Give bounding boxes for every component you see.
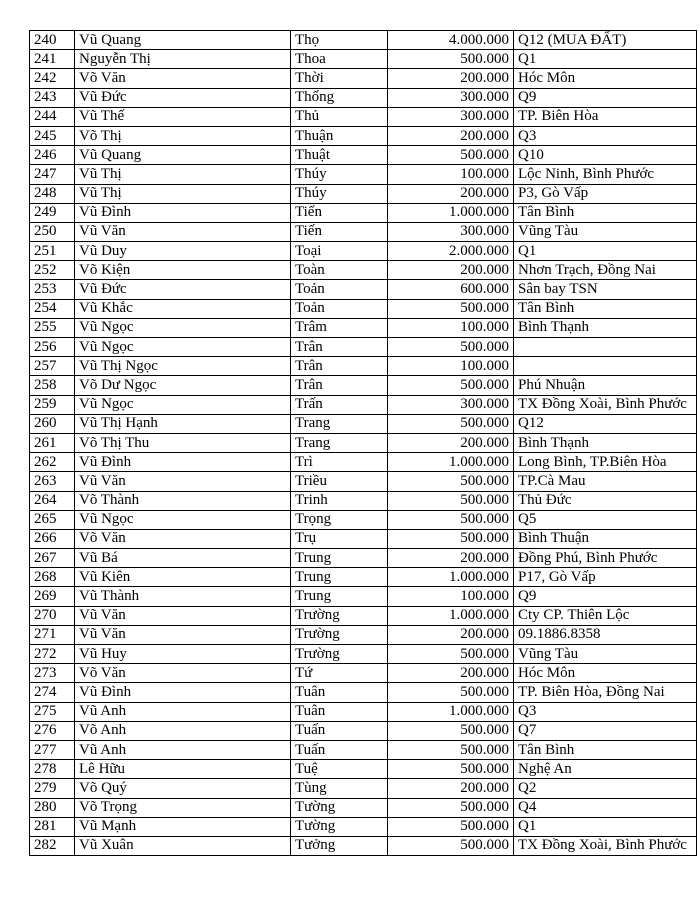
row-number-cell: 259 bbox=[30, 395, 75, 414]
row-number-cell: 252 bbox=[30, 261, 75, 280]
surname-cell: Vũ Thị bbox=[75, 184, 291, 203]
table-row bbox=[30, 184, 697, 203]
row-number-cell: 246 bbox=[30, 146, 75, 165]
amount-cell: 1.000.000 bbox=[388, 606, 514, 625]
amount-cell: 500.000 bbox=[388, 376, 514, 395]
row-number-cell: 270 bbox=[30, 606, 75, 625]
row-number-cell: 257 bbox=[30, 357, 75, 376]
amount-cell: 200.000 bbox=[388, 664, 514, 683]
address-cell: Đồng Phú, Bình Phước bbox=[514, 549, 697, 568]
amount-cell: 200.000 bbox=[388, 549, 514, 568]
row-number-cell: 260 bbox=[30, 414, 75, 433]
given-name-cell: Thuật bbox=[291, 146, 388, 165]
amount-cell: 2.000.000 bbox=[388, 242, 514, 261]
row-number-cell: 247 bbox=[30, 165, 75, 184]
address-cell: Q7 bbox=[514, 721, 697, 740]
row-number-cell: 261 bbox=[30, 433, 75, 452]
row-number-cell: 251 bbox=[30, 242, 75, 261]
table-row bbox=[30, 587, 697, 606]
address-cell: Phú Nhuận bbox=[514, 376, 697, 395]
amount-cell: 200.000 bbox=[388, 126, 514, 145]
given-name-cell: Thời bbox=[291, 69, 388, 88]
amount-cell: 4.000.000 bbox=[388, 31, 514, 50]
amount-cell: 500.000 bbox=[388, 299, 514, 318]
amount-cell: 200.000 bbox=[388, 184, 514, 203]
address-cell: Q1 bbox=[514, 817, 697, 836]
row-number-cell: 279 bbox=[30, 779, 75, 798]
given-name-cell: Toàn bbox=[291, 261, 388, 280]
amount-cell: 500.000 bbox=[388, 683, 514, 702]
surname-cell: Vũ Đình bbox=[75, 453, 291, 472]
given-name-cell: Tường bbox=[291, 817, 388, 836]
row-number-cell: 267 bbox=[30, 549, 75, 568]
amount-cell: 300.000 bbox=[388, 107, 514, 126]
surname-cell: Vũ Thị Hạnh bbox=[75, 414, 291, 433]
surname-cell: Võ Thị bbox=[75, 126, 291, 145]
table-row bbox=[30, 798, 697, 817]
given-name-cell: Thúy bbox=[291, 184, 388, 203]
surname-cell: Vũ Đức bbox=[75, 88, 291, 107]
address-cell: Nghệ An bbox=[514, 760, 697, 779]
row-number-cell: 253 bbox=[30, 280, 75, 299]
surname-cell: Vũ Kiên bbox=[75, 568, 291, 587]
given-name-cell: Thoa bbox=[291, 50, 388, 69]
given-name-cell: Trụ bbox=[291, 529, 388, 548]
surname-cell: Vũ Xuân bbox=[75, 836, 291, 855]
table-row bbox=[30, 69, 697, 88]
given-name-cell: Trân bbox=[291, 357, 388, 376]
row-number-cell: 277 bbox=[30, 740, 75, 759]
row-number-cell: 262 bbox=[30, 453, 75, 472]
address-cell: Bình Thạnh bbox=[514, 433, 697, 452]
given-name-cell: Trung bbox=[291, 549, 388, 568]
address-cell: Long Bình, TP.Biên Hòa bbox=[514, 453, 697, 472]
surname-cell: Vũ Thế bbox=[75, 107, 291, 126]
surname-cell: Võ Anh bbox=[75, 721, 291, 740]
given-name-cell: Trâm bbox=[291, 318, 388, 337]
amount-cell: 200.000 bbox=[388, 433, 514, 452]
table-row bbox=[30, 126, 697, 145]
surname-cell: Vũ Đức bbox=[75, 280, 291, 299]
given-name-cell: Trường bbox=[291, 625, 388, 644]
given-name-cell: Tường bbox=[291, 798, 388, 817]
given-name-cell: Tiến bbox=[291, 222, 388, 241]
row-number-cell: 263 bbox=[30, 472, 75, 491]
surname-cell: Võ Quý bbox=[75, 779, 291, 798]
table-row bbox=[30, 146, 697, 165]
given-name-cell: Thủ bbox=[291, 107, 388, 126]
row-number-cell: 271 bbox=[30, 625, 75, 644]
address-cell: Vũng Tàu bbox=[514, 645, 697, 664]
given-name-cell: Tuấn bbox=[291, 721, 388, 740]
table-row bbox=[30, 261, 697, 280]
amount-cell: 500.000 bbox=[388, 645, 514, 664]
table-row bbox=[30, 203, 697, 222]
amount-cell: 300.000 bbox=[388, 222, 514, 241]
table-row bbox=[30, 702, 697, 721]
address-cell: Nhơn Trạch, Đồng Nai bbox=[514, 261, 697, 280]
surname-cell: Vũ Bá bbox=[75, 549, 291, 568]
amount-cell: 1.000.000 bbox=[388, 702, 514, 721]
address-cell: Vũng Tàu bbox=[514, 222, 697, 241]
given-name-cell: Toản bbox=[291, 280, 388, 299]
table-row bbox=[30, 357, 697, 376]
given-name-cell: Thuận bbox=[291, 126, 388, 145]
given-name-cell: Tùng bbox=[291, 779, 388, 798]
table-row bbox=[30, 318, 697, 337]
row-number-cell: 273 bbox=[30, 664, 75, 683]
surname-cell: Vũ Ngọc bbox=[75, 338, 291, 357]
address-cell: Q1 bbox=[514, 242, 697, 261]
table-row bbox=[30, 242, 697, 261]
table-row bbox=[30, 31, 697, 50]
given-name-cell: Thống bbox=[291, 88, 388, 107]
surname-cell: Vũ Văn bbox=[75, 625, 291, 644]
row-number-cell: 254 bbox=[30, 299, 75, 318]
amount-cell: 1.000.000 bbox=[388, 568, 514, 587]
table-row bbox=[30, 568, 697, 587]
surname-cell: Võ Văn bbox=[75, 69, 291, 88]
given-name-cell: Tuân bbox=[291, 702, 388, 721]
amount-cell: 500.000 bbox=[388, 414, 514, 433]
address-cell: Q3 bbox=[514, 702, 697, 721]
amount-cell: 500.000 bbox=[388, 740, 514, 759]
table-row bbox=[30, 280, 697, 299]
surname-cell: Vũ Anh bbox=[75, 740, 291, 759]
given-name-cell: Trinh bbox=[291, 491, 388, 510]
row-number-cell: 248 bbox=[30, 184, 75, 203]
row-number-cell: 240 bbox=[30, 31, 75, 50]
row-number-cell: 272 bbox=[30, 645, 75, 664]
surname-cell: Vũ Duy bbox=[75, 242, 291, 261]
table-row bbox=[30, 107, 697, 126]
surname-cell: Võ Kiện bbox=[75, 261, 291, 280]
address-cell bbox=[514, 338, 697, 357]
amount-cell: 300.000 bbox=[388, 395, 514, 414]
row-number-cell: 250 bbox=[30, 222, 75, 241]
amount-cell: 300.000 bbox=[388, 88, 514, 107]
amount-cell: 500.000 bbox=[388, 338, 514, 357]
address-cell: Thủ Đức bbox=[514, 491, 697, 510]
surname-cell: Võ Văn bbox=[75, 664, 291, 683]
surname-cell: Vũ Đình bbox=[75, 683, 291, 702]
amount-cell: 100.000 bbox=[388, 165, 514, 184]
amount-cell: 500.000 bbox=[388, 721, 514, 740]
address-cell: Tân Bình bbox=[514, 203, 697, 222]
given-name-cell: Trấn bbox=[291, 395, 388, 414]
row-number-cell: 245 bbox=[30, 126, 75, 145]
given-name-cell: Trân bbox=[291, 338, 388, 357]
address-cell: Lộc Ninh, Bình Phước bbox=[514, 165, 697, 184]
address-cell: Hóc Môn bbox=[514, 69, 697, 88]
row-number-cell: 264 bbox=[30, 491, 75, 510]
surname-cell: Vũ Quang bbox=[75, 146, 291, 165]
given-name-cell: Thúy bbox=[291, 165, 388, 184]
address-cell: P17, Gò Vấp bbox=[514, 568, 697, 587]
row-number-cell: 241 bbox=[30, 50, 75, 69]
given-name-cell: Thọ bbox=[291, 31, 388, 50]
surname-cell: Lê Hữu bbox=[75, 760, 291, 779]
donor-table-body bbox=[30, 31, 697, 856]
amount-cell: 200.000 bbox=[388, 625, 514, 644]
given-name-cell: Tứ bbox=[291, 664, 388, 683]
table-row bbox=[30, 549, 697, 568]
address-cell: Q12 bbox=[514, 414, 697, 433]
address-cell: 09.1886.8358 bbox=[514, 625, 697, 644]
surname-cell: Võ Thành bbox=[75, 491, 291, 510]
surname-cell: Vũ Thành bbox=[75, 587, 291, 606]
table-row bbox=[30, 395, 697, 414]
address-cell: Q1 bbox=[514, 50, 697, 69]
surname-cell: Vũ Văn bbox=[75, 472, 291, 491]
amount-cell: 100.000 bbox=[388, 318, 514, 337]
row-number-cell: 265 bbox=[30, 510, 75, 529]
surname-cell: Vũ Đình bbox=[75, 203, 291, 222]
given-name-cell: Trì bbox=[291, 453, 388, 472]
given-name-cell: Trân bbox=[291, 376, 388, 395]
amount-cell: 500.000 bbox=[388, 510, 514, 529]
address-cell: TX Đồng Xoài, Bình Phước bbox=[514, 836, 697, 855]
row-number-cell: 275 bbox=[30, 702, 75, 721]
table-row bbox=[30, 645, 697, 664]
address-cell: Sân bay TSN bbox=[514, 280, 697, 299]
amount-cell: 500.000 bbox=[388, 760, 514, 779]
row-number-cell: 269 bbox=[30, 587, 75, 606]
table-row bbox=[30, 740, 697, 759]
surname-cell: Vũ Thị Ngọc bbox=[75, 357, 291, 376]
surname-cell: Vũ Ngọc bbox=[75, 318, 291, 337]
given-name-cell: Triều bbox=[291, 472, 388, 491]
row-number-cell: 268 bbox=[30, 568, 75, 587]
surname-cell: Vũ Huy bbox=[75, 645, 291, 664]
amount-cell: 500.000 bbox=[388, 529, 514, 548]
table-row bbox=[30, 683, 697, 702]
row-number-cell: 255 bbox=[30, 318, 75, 337]
surname-cell: Vũ Thị bbox=[75, 165, 291, 184]
address-cell bbox=[514, 357, 697, 376]
amount-cell: 600.000 bbox=[388, 280, 514, 299]
surname-cell: Vũ Anh bbox=[75, 702, 291, 721]
address-cell: Cty CP. Thiên Lộc bbox=[514, 606, 697, 625]
row-number-cell: 256 bbox=[30, 338, 75, 357]
address-cell: Q12 (MUA ĐẤT) bbox=[514, 31, 697, 50]
amount-cell: 500.000 bbox=[388, 146, 514, 165]
table-row bbox=[30, 338, 697, 357]
table-row bbox=[30, 453, 697, 472]
surname-cell: Võ Văn bbox=[75, 529, 291, 548]
amount-cell: 100.000 bbox=[388, 357, 514, 376]
table-row bbox=[30, 625, 697, 644]
address-cell: TX Đồng Xoài, Bình Phước bbox=[514, 395, 697, 414]
address-cell: Q4 bbox=[514, 798, 697, 817]
address-cell: Q10 bbox=[514, 146, 697, 165]
row-number-cell: 280 bbox=[30, 798, 75, 817]
address-cell: Q3 bbox=[514, 126, 697, 145]
surname-cell: Nguyễn Thị bbox=[75, 50, 291, 69]
table-row bbox=[30, 88, 697, 107]
table-row bbox=[30, 721, 697, 740]
address-cell: Q5 bbox=[514, 510, 697, 529]
address-cell: P3, Gò Vấp bbox=[514, 184, 697, 203]
amount-cell: 200.000 bbox=[388, 779, 514, 798]
amount-cell: 200.000 bbox=[388, 261, 514, 280]
row-number-cell: 258 bbox=[30, 376, 75, 395]
given-name-cell: Tiến bbox=[291, 203, 388, 222]
amount-cell: 100.000 bbox=[388, 587, 514, 606]
row-number-cell: 242 bbox=[30, 69, 75, 88]
table-row bbox=[30, 165, 697, 184]
given-name-cell: Trang bbox=[291, 414, 388, 433]
amount-cell: 500.000 bbox=[388, 472, 514, 491]
given-name-cell: Tuấn bbox=[291, 740, 388, 759]
row-number-cell: 278 bbox=[30, 760, 75, 779]
given-name-cell: Trung bbox=[291, 568, 388, 587]
given-name-cell: Tuệ bbox=[291, 760, 388, 779]
surname-cell: Vũ Văn bbox=[75, 606, 291, 625]
table-row bbox=[30, 817, 697, 836]
address-cell: Tân Bình bbox=[514, 740, 697, 759]
surname-cell: Vũ Ngọc bbox=[75, 510, 291, 529]
given-name-cell: Trường bbox=[291, 606, 388, 625]
table-row bbox=[30, 376, 697, 395]
amount-cell: 500.000 bbox=[388, 50, 514, 69]
row-number-cell: 282 bbox=[30, 836, 75, 855]
surname-cell: Vũ Quang bbox=[75, 31, 291, 50]
given-name-cell: Tuân bbox=[291, 683, 388, 702]
address-cell: Q9 bbox=[514, 587, 697, 606]
amount-cell: 500.000 bbox=[388, 817, 514, 836]
table-row bbox=[30, 836, 697, 855]
surname-cell: Vũ Khắc bbox=[75, 299, 291, 318]
given-name-cell: Trọng bbox=[291, 510, 388, 529]
row-number-cell: 274 bbox=[30, 683, 75, 702]
surname-cell: Vũ Mạnh bbox=[75, 817, 291, 836]
row-number-cell: 266 bbox=[30, 529, 75, 548]
given-name-cell: Trung bbox=[291, 587, 388, 606]
table-row bbox=[30, 760, 697, 779]
table-row bbox=[30, 50, 697, 69]
address-cell: TP. Biên Hòa, Đồng Nai bbox=[514, 683, 697, 702]
surname-cell: Võ Trọng bbox=[75, 798, 291, 817]
address-cell: Bình Thuận bbox=[514, 529, 697, 548]
donor-table bbox=[29, 30, 697, 856]
table-row bbox=[30, 529, 697, 548]
amount-cell: 1.000.000 bbox=[388, 453, 514, 472]
given-name-cell: Tưởng bbox=[291, 836, 388, 855]
given-name-cell: Trang bbox=[291, 433, 388, 452]
row-number-cell: 243 bbox=[30, 88, 75, 107]
amount-cell: 500.000 bbox=[388, 491, 514, 510]
address-cell: Q2 bbox=[514, 779, 697, 798]
row-number-cell: 276 bbox=[30, 721, 75, 740]
address-cell: Bình Thạnh bbox=[514, 318, 697, 337]
address-cell: Hóc Môn bbox=[514, 664, 697, 683]
amount-cell: 500.000 bbox=[388, 798, 514, 817]
surname-cell: Vũ Văn bbox=[75, 222, 291, 241]
given-name-cell: Toại bbox=[291, 242, 388, 261]
row-number-cell: 249 bbox=[30, 203, 75, 222]
address-cell: Q9 bbox=[514, 88, 697, 107]
surname-cell: Võ Thị Thu bbox=[75, 433, 291, 452]
given-name-cell: Trường bbox=[291, 645, 388, 664]
table-row bbox=[30, 472, 697, 491]
table-row bbox=[30, 491, 697, 510]
table-row bbox=[30, 510, 697, 529]
table-row bbox=[30, 414, 697, 433]
table-row bbox=[30, 779, 697, 798]
surname-cell: Võ Dư Ngọc bbox=[75, 376, 291, 395]
address-cell: Tân Bình bbox=[514, 299, 697, 318]
surname-cell: Vũ Ngọc bbox=[75, 395, 291, 414]
amount-cell: 200.000 bbox=[388, 69, 514, 88]
amount-cell: 1.000.000 bbox=[388, 203, 514, 222]
address-cell: TP. Biên Hòa bbox=[514, 107, 697, 126]
table-row bbox=[30, 606, 697, 625]
table-row bbox=[30, 664, 697, 683]
given-name-cell: Toản bbox=[291, 299, 388, 318]
row-number-cell: 244 bbox=[30, 107, 75, 126]
amount-cell: 500.000 bbox=[388, 836, 514, 855]
table-row bbox=[30, 433, 697, 452]
table-row bbox=[30, 222, 697, 241]
row-number-cell: 281 bbox=[30, 817, 75, 836]
table-row bbox=[30, 299, 697, 318]
address-cell: TP.Cà Mau bbox=[514, 472, 697, 491]
